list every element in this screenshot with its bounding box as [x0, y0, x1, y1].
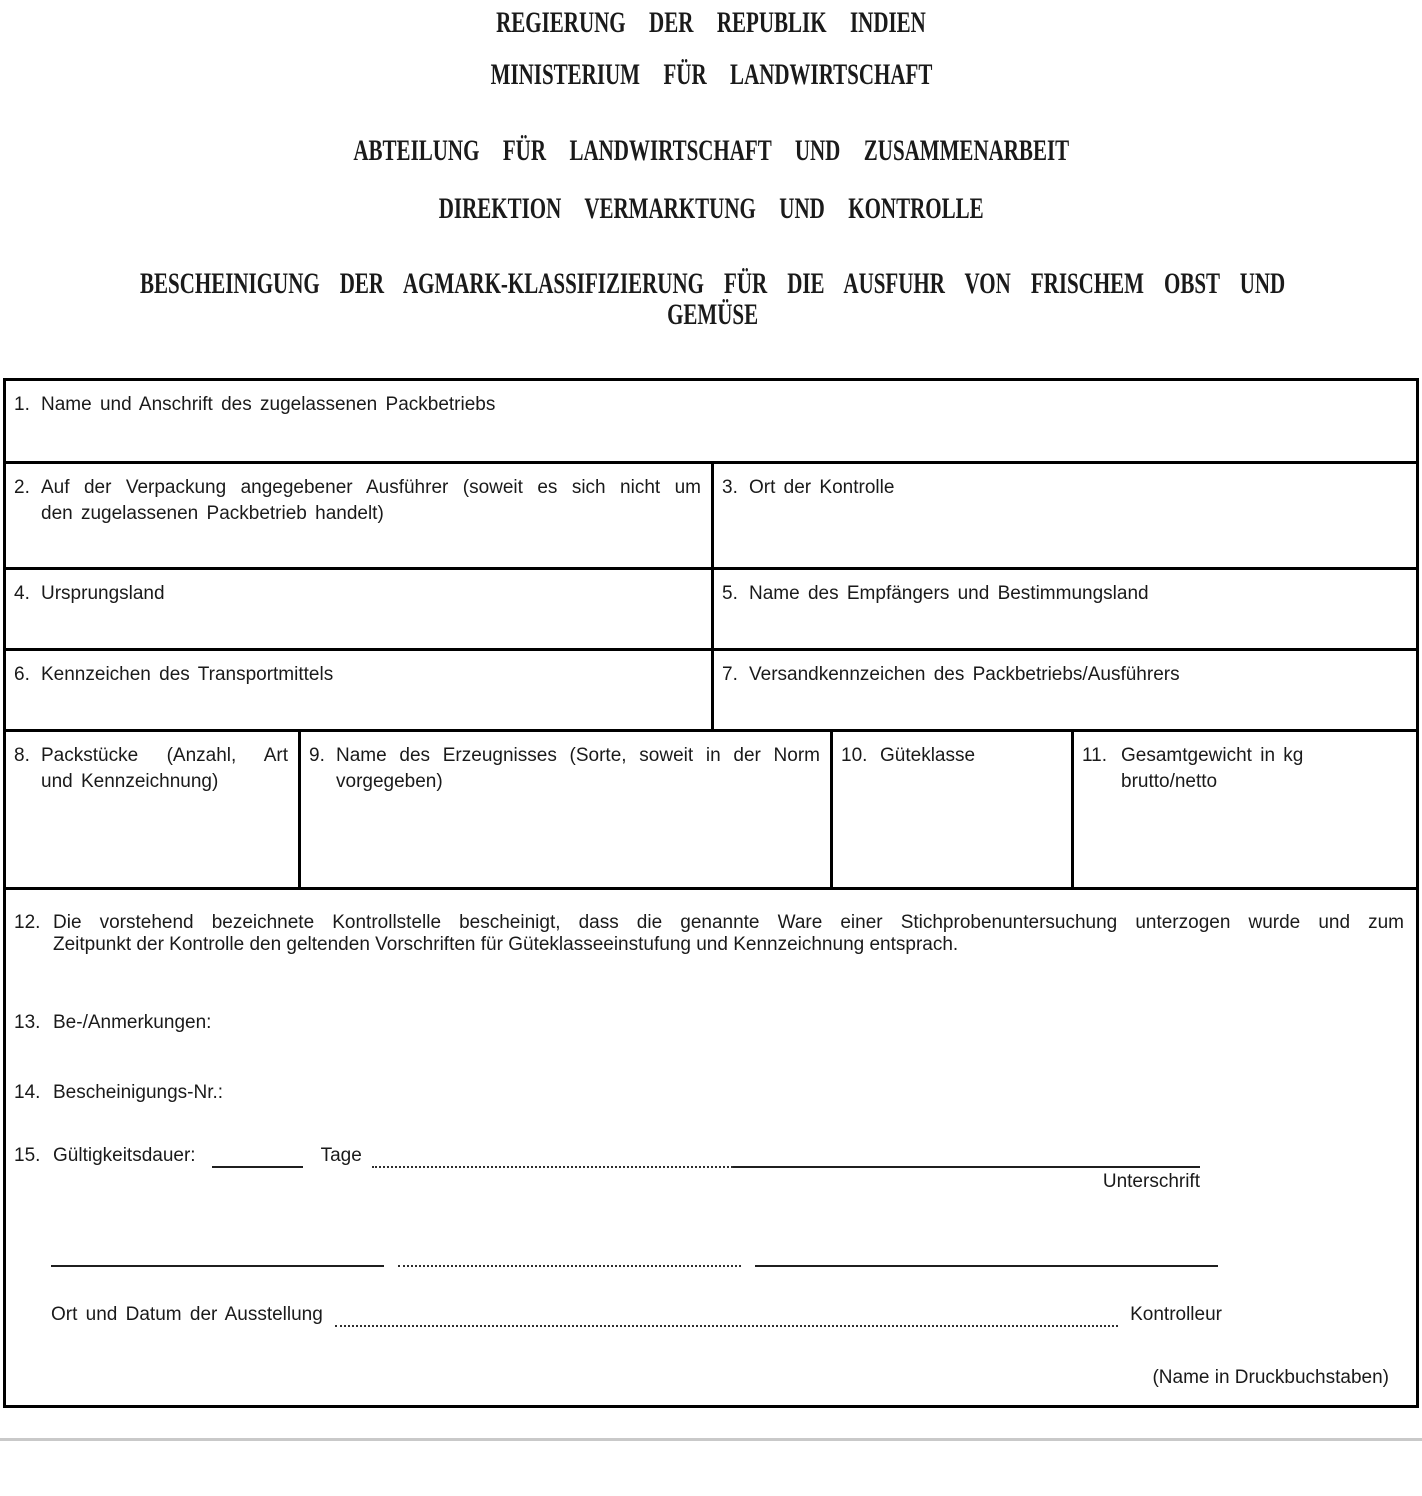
- field-cell-5: [711, 570, 1416, 648]
- header-text: ABTEILUNG FÜR LANDWIRTSCHAFT UND ZUSAMMENARBEIT: [353, 134, 1069, 167]
- field-cell-7: [711, 651, 1416, 729]
- field-number: 3.: [722, 477, 738, 498]
- field-label-line2: vorgegeben): [336, 771, 443, 792]
- field-label: Name und Anschrift des zugelassenen Packbetriebs: [41, 394, 496, 415]
- days-unit-label: Tage: [320, 1145, 362, 1166]
- field-3: [722, 475, 1406, 501]
- field-number: 7.: [722, 664, 738, 685]
- certification-cell: [6, 890, 1416, 1405]
- form-table: [3, 378, 1419, 1408]
- page-separator-line: [0, 1438, 1422, 1441]
- header-text: MINISTERIUM FÜR LANDWIRTSCHAFT: [490, 58, 932, 91]
- header-line-government: [0, 8, 1422, 38]
- field-8: [14, 743, 288, 795]
- table-row-5: [6, 729, 1416, 887]
- field-label: Name des Empfängers und Bestimmungsland: [749, 583, 1149, 604]
- days-blank-line: [212, 1144, 303, 1168]
- field-number: 14.: [14, 1082, 41, 1103]
- table-row-2: [6, 461, 1416, 567]
- table-row-1: [6, 381, 1416, 461]
- field-cell-8: [6, 732, 298, 887]
- field-number: 8.: [14, 745, 30, 766]
- field-label-line1: Die vorstehend bezeichnete Kontrollstelle bescheinigt, dass die genannte Ware einer Stichprobenuntersuchung unterzogen wurde und zum: [53, 912, 1404, 933]
- field-5: [722, 581, 1406, 607]
- field-label: Bescheinigungs-Nr.:: [53, 1082, 224, 1103]
- validity-row: [14, 1144, 1200, 1192]
- field-cell-2: [6, 464, 711, 567]
- field-12: [14, 912, 1404, 956]
- field-number: 6.: [14, 664, 30, 685]
- fill-line-dotted: [372, 1144, 733, 1168]
- field-6: [14, 662, 701, 688]
- field-label: Güteklasse: [880, 745, 976, 766]
- field-1: [14, 392, 1406, 418]
- field-number: 9.: [309, 745, 325, 766]
- signature-row: [51, 1243, 1218, 1267]
- field-label-line1: Packstücke (Anzahl, Art: [41, 745, 288, 766]
- field-label-line2: den zugelassenen Packbetrieb handelt): [41, 503, 384, 524]
- document-title-line2: GEMÜSE: [667, 298, 759, 331]
- field-2: [14, 475, 701, 527]
- table-row-4: [6, 648, 1416, 729]
- signature-caption: Unterschrift: [1102, 1171, 1200, 1192]
- field-number: 11.: [1082, 745, 1108, 766]
- fill-line-dotted: [335, 1303, 1118, 1327]
- field-cell-9: [298, 732, 830, 887]
- field-7: [722, 662, 1406, 688]
- fill-line-dotted: [398, 1243, 741, 1267]
- field-14: [14, 1082, 223, 1104]
- signature-line: [733, 1144, 1200, 1192]
- field-number: 13.: [14, 1012, 41, 1033]
- header-line-department: [0, 136, 1422, 166]
- field-label: Be-/Anmerkungen:: [53, 1012, 212, 1033]
- field-number: 4.: [14, 583, 30, 604]
- field-cell-6: [6, 651, 711, 729]
- field-label-line2: und Kennzeichnung): [41, 771, 219, 792]
- document-title: [140, 268, 1285, 330]
- table-row-3: [6, 567, 1416, 648]
- table-row-6: [6, 887, 1416, 1405]
- field-label-line1: Auf der Verpackung angegebener Ausführer (soweit es sich nicht um: [41, 477, 701, 498]
- name-in-block-letters-label: (Name in Druckbuchstaben): [1152, 1367, 1389, 1388]
- field-cell-3: [711, 464, 1416, 567]
- header-text: REGIERUNG DER REPUBLIK INDIEN: [496, 6, 926, 39]
- field-number: 2.: [14, 477, 30, 498]
- field-15: [14, 1144, 196, 1168]
- field-cell-10: [830, 732, 1071, 887]
- field-label: Gültigkeitsdauer:: [53, 1145, 196, 1166]
- inspector-label: Kontrolleur: [1130, 1304, 1222, 1325]
- field-cell-4: [6, 570, 711, 648]
- field-label: Ort der Kontrolle: [749, 477, 895, 498]
- field-label-line2: brutto/netto: [1121, 771, 1218, 792]
- field-cell-1: [6, 381, 1416, 461]
- header-line-directorate: [0, 194, 1422, 224]
- field-label: Ursprungsland: [41, 583, 165, 604]
- field-number: 15.: [14, 1145, 41, 1166]
- field-10: [841, 743, 1061, 769]
- field-11: [1082, 743, 1406, 795]
- header-line-ministry: [0, 60, 1422, 90]
- document-title-line1: BESCHEINIGUNG DER AGMARK-KLASSIFIZIERUNG FÜR DIE AUSFUHR VON FRISCHEM OBST UND: [140, 267, 1286, 300]
- field-number: 5.: [722, 583, 738, 604]
- field-label: Versandkennzeichen des Packbetriebs/Ausführers: [749, 664, 1180, 685]
- field-number: 12.: [14, 912, 41, 933]
- field-number: 10.: [841, 745, 868, 766]
- field-13: [14, 1012, 211, 1034]
- fill-line-solid: [755, 1243, 1218, 1267]
- issue-place-date-row: [51, 1303, 1222, 1327]
- field-4: [14, 581, 701, 607]
- field-9: [309, 743, 820, 795]
- field-label-line1: Name des Erzeugnisses (Sorte, soweit in der Norm: [336, 745, 820, 766]
- fill-line-solid: [51, 1243, 384, 1267]
- field-cell-11: [1071, 732, 1416, 887]
- field-label-line2: Zeitpunkt der Kontrolle den geltenden Vorschriften für Güteklasseeinstufung und Kennzeichnung entsprach.: [53, 934, 959, 955]
- field-label-line1: Gesamtgewicht in kg: [1121, 745, 1304, 766]
- header-text: DIREKTION VERMARKTUNG UND KONTROLLE: [438, 192, 984, 225]
- field-label: Kennzeichen des Transportmittels: [41, 664, 334, 685]
- issue-place-date-label: Ort und Datum der Ausstellung: [51, 1304, 323, 1325]
- field-number: 1.: [14, 394, 30, 415]
